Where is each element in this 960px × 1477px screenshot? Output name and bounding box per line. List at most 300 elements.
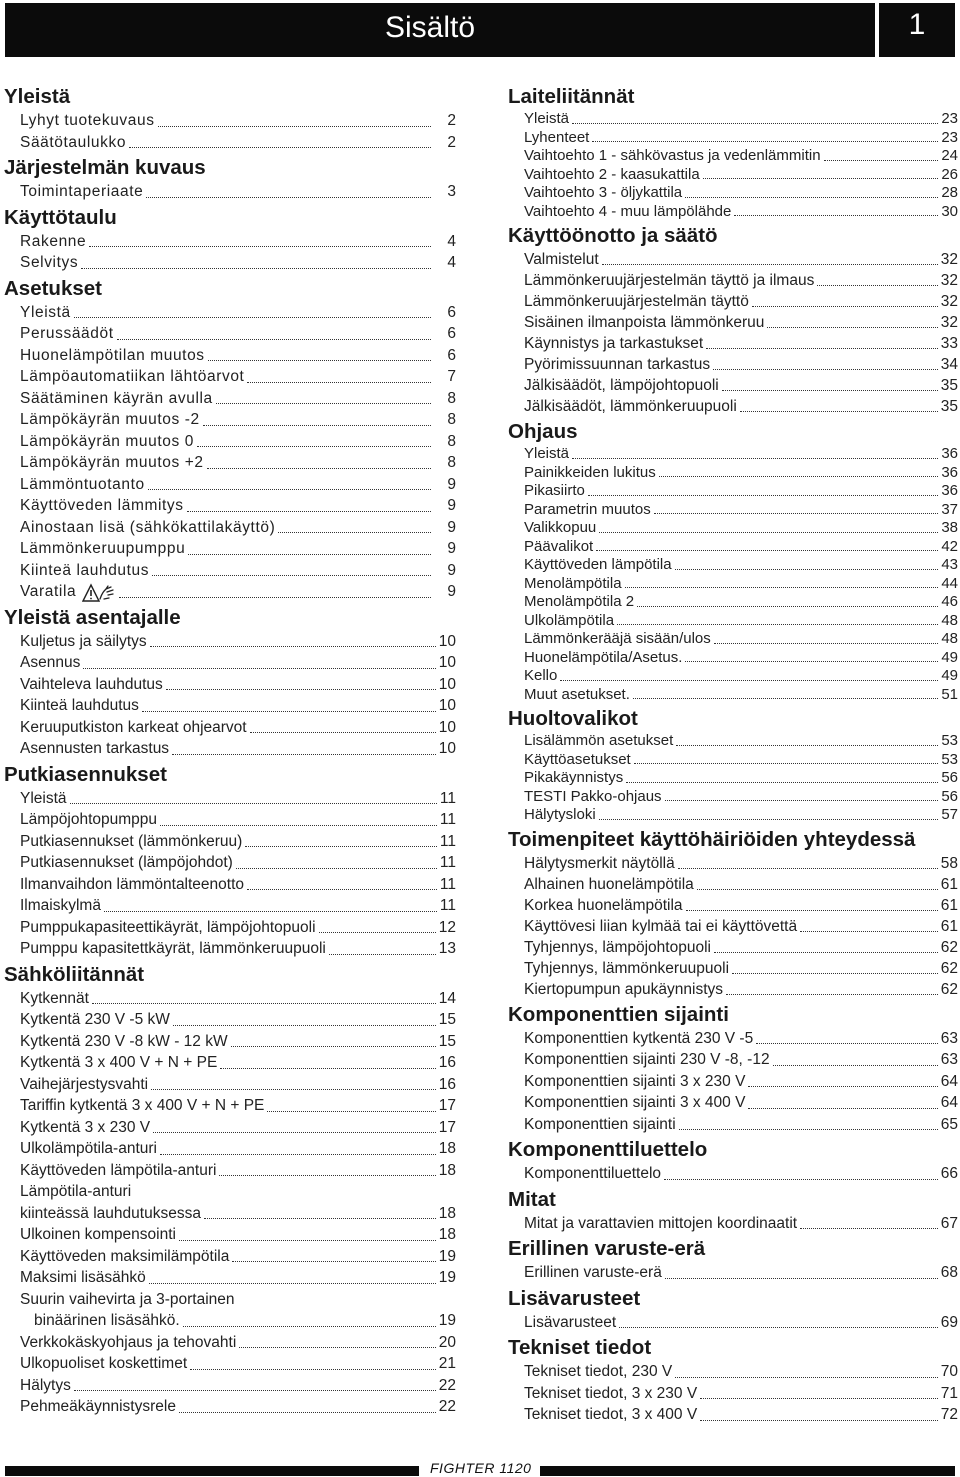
dot-leader [634, 763, 939, 764]
toc-entry[interactable] [524, 686, 958, 705]
dot-leader [706, 348, 938, 349]
toc-entry[interactable] [524, 958, 958, 979]
dot-leader [151, 1089, 436, 1090]
dot-leader [216, 403, 431, 404]
toc-entry[interactable] [20, 1224, 456, 1246]
toc-entry-page: 11 [439, 832, 456, 850]
toc-entry-label: Komponenttien sijainti 230 V -8, -12 [524, 1051, 770, 1068]
dot-leader [800, 931, 938, 932]
dot-leader [329, 954, 436, 955]
toc-entry[interactable] [524, 1163, 958, 1185]
toc-section [508, 1137, 958, 1185]
dot-leader [748, 1086, 937, 1087]
toc-entry-label: Toimintaperiaate [20, 183, 144, 200]
toc-entry[interactable] [20, 581, 456, 603]
toc-entry[interactable] [524, 630, 958, 649]
dot-leader [166, 689, 436, 690]
dot-leader [592, 141, 938, 142]
toc-entry[interactable] [524, 396, 958, 417]
toc-entry-page: 15 [438, 1011, 456, 1028]
toc-entry-page: 18 [438, 1226, 456, 1243]
toc-entry-label: Tyhjennys, lämpöjohtopuoli [524, 938, 711, 956]
toc-entry-label: Lämmönkeruujärjestelmän täyttö [524, 293, 749, 310]
dot-leader [800, 1228, 938, 1229]
toc-entry-label: Kytkennät [20, 989, 89, 1007]
toc-section [4, 605, 456, 760]
toc-entry[interactable] [524, 464, 958, 483]
toc-entry[interactable] [20, 831, 456, 853]
toc-entry-page: 48 [941, 630, 958, 647]
toc-entry[interactable] [20, 809, 456, 831]
toc-entry-page: 19 [438, 1312, 456, 1329]
toc-entry[interactable] [524, 1361, 958, 1383]
dot-leader [572, 123, 938, 124]
dot-leader [150, 646, 436, 647]
dot-leader [675, 1377, 938, 1378]
toc-entry-page: 26 [941, 165, 958, 183]
dot-leader [686, 910, 938, 911]
toc-entry[interactable] [20, 874, 456, 896]
toc-entry-label: Komponenttien kytkentä 230 V -5 [524, 1029, 754, 1047]
toc-entry-page: 42 [941, 537, 958, 555]
dot-leader [231, 1046, 436, 1047]
toc-entry-label: Käyttöveden lämmitys [20, 497, 184, 514]
dot-leader [278, 532, 431, 533]
dot-leader [588, 495, 938, 496]
toc-entry-label: Painikkeiden lukitus [524, 463, 656, 481]
dot-leader [153, 1132, 436, 1133]
toc-entry[interactable] [524, 147, 958, 166]
toc-entry[interactable] [20, 1052, 456, 1074]
toc-entry-page: 18 [438, 1161, 456, 1179]
toc-entry-label: Komponenttiluettelo [524, 1165, 662, 1182]
toc-entry-label: Ulkolämpötila [524, 611, 615, 629]
toc-entry-page: 62 [940, 980, 958, 998]
toc-entry[interactable] [524, 1049, 958, 1071]
toc-entry[interactable] [20, 917, 456, 939]
toc-entry-label: Alhainen huonelämpötila [524, 875, 694, 893]
toc-entry[interactable] [524, 184, 958, 203]
toc-entry[interactable] [524, 937, 958, 958]
toc-entry[interactable] [20, 938, 456, 960]
toc-section [508, 84, 958, 221]
toc-entry-page: 10 [438, 632, 456, 650]
toc-entry[interactable] [20, 1117, 456, 1139]
toc-entry[interactable] [524, 1114, 958, 1136]
toc-entry[interactable] [524, 538, 958, 557]
toc-entry[interactable] [524, 751, 958, 770]
dot-leader [714, 952, 938, 953]
toc-entry[interactable] [20, 517, 456, 539]
toc-entry-page: 33 [940, 335, 958, 352]
toc-entry-page: 9 [447, 583, 456, 600]
toc-entry-label: Hälytysloki [524, 806, 596, 823]
toc-entry[interactable] [20, 366, 456, 388]
dot-leader [319, 932, 436, 933]
toc-entry[interactable] [20, 895, 456, 917]
toc-entry[interactable] [524, 1071, 958, 1093]
toc-entry[interactable] [20, 231, 456, 253]
toc-section [508, 827, 958, 1000]
toc-entry[interactable] [20, 695, 456, 717]
toc-entry[interactable] [20, 1031, 456, 1053]
toc-entry[interactable] [524, 333, 958, 354]
toc-entry[interactable] [524, 482, 958, 501]
toc-entry-page: 36 [941, 445, 958, 462]
toc-section [508, 1002, 958, 1136]
toc-entry-label-cont: binäärinen lisäsähkö. [34, 1312, 180, 1329]
toc-entry-label: Mitat ja varattavien mittojen koordinaatit [524, 1214, 798, 1232]
toc-entry-label: Suurin vaihevirta ja 3-portainen [20, 1290, 235, 1308]
dot-leader [203, 425, 431, 426]
toc-entry-page: 72 [940, 1406, 958, 1423]
toc-section [508, 1286, 958, 1334]
toc-entry-label: Lämmönkeruupumppu [20, 540, 186, 557]
section-heading: Asetukset [4, 276, 102, 300]
toc-entry-label: Vaihteleva lauhdutus [20, 675, 163, 693]
toc-entry-page: 56 [941, 769, 958, 786]
dot-leader [208, 360, 431, 361]
toc-entry[interactable] [20, 495, 456, 517]
dot-leader [596, 550, 938, 551]
dot-leader [188, 554, 431, 555]
warning-hand-icon [82, 583, 116, 603]
dot-leader [190, 1369, 436, 1370]
toc-entry[interactable] [524, 1262, 958, 1284]
toc-entry[interactable] [524, 575, 958, 594]
toc-entry-page: 44 [941, 574, 958, 592]
toc-entry-label: Pumppu kapasitettkäyrät, lämmönkeruupuoli [20, 940, 326, 957]
toc-entry[interactable] [20, 474, 456, 496]
toc-entry-label: Perussäädöt [20, 325, 114, 342]
toc-entry-row [20, 1203, 456, 1225]
toc-entry-page: 53 [941, 732, 958, 749]
toc-section [508, 1236, 958, 1284]
toc-entry[interactable] [524, 110, 958, 129]
toc-entry-label: TESTI Pakko-ohjaus [524, 787, 662, 805]
toc-entry[interactable] [20, 323, 456, 345]
toc-entry[interactable] [20, 302, 456, 324]
dot-leader [665, 1278, 938, 1279]
toc-entry-page: 13 [438, 940, 456, 957]
section-heading: Erillinen varuste-erä [508, 1237, 706, 1260]
toc-entry-label: Kuljetus ja säilytys [20, 632, 147, 650]
dot-leader [236, 868, 437, 869]
toc-entry[interactable] [20, 1009, 456, 1031]
toc-entry-label: Käyttövesi liian kylmää tai ei käyttövettä [524, 917, 798, 935]
toc-entry-label: Lämmönkeruujärjestelmän täyttö ja ilmaus [524, 272, 815, 289]
toc-entry-page: 32 [940, 272, 958, 289]
toc-entry-label: Käyttöveden lämpötila-anturi [20, 1161, 217, 1179]
toc-entry[interactable] [524, 354, 958, 375]
toc-entry[interactable] [20, 717, 456, 739]
dot-leader [92, 1003, 436, 1004]
toc-entry-label: Lämpökäyrän muutos +2 [20, 454, 204, 471]
dot-leader [183, 1326, 436, 1327]
toc-entry-page: 62 [940, 959, 958, 977]
toc-entry[interactable] [524, 249, 958, 270]
section-heading: Huoltovalikot [508, 707, 638, 730]
dot-leader [74, 317, 431, 318]
toc-entry-page: 67 [940, 1214, 958, 1232]
toc-entry-page: 43 [941, 556, 958, 573]
dot-leader [665, 800, 939, 801]
toc-entry[interactable] [524, 916, 958, 937]
toc-entry[interactable] [524, 1383, 958, 1405]
toc-left-column [4, 84, 456, 1418]
toc-entry[interactable] [20, 1396, 456, 1418]
toc-entry[interactable] [524, 1213, 958, 1235]
footer-bar-left [5, 1466, 419, 1476]
dot-leader [81, 268, 431, 269]
toc-entry-label: Lisälämmön asetukset [524, 732, 674, 749]
toc-entry[interactable] [20, 1267, 456, 1289]
dot-leader [722, 390, 938, 391]
toc-entry-label: Keruuputkiston karkeat ohjearvot [20, 718, 247, 736]
dot-leader [664, 1179, 938, 1180]
page-number: 1 [908, 8, 926, 41]
toc-entry[interactable] [524, 375, 958, 396]
dot-leader [142, 711, 436, 712]
toc-entry[interactable] [20, 738, 456, 760]
toc-entry-page: 61 [940, 896, 958, 914]
toc-entry-page: 14 [438, 989, 456, 1007]
dot-leader [89, 246, 431, 247]
section-heading: Tekniset tiedot [508, 1336, 652, 1359]
toc-entry-label: Lämpötila-anturi [20, 1183, 132, 1200]
toc-entry[interactable] [524, 593, 958, 612]
toc-entry-label: Kytkentä 3 x 400 V + N + PE [20, 1054, 218, 1071]
toc-entry-label: Pyörimissuunnan tarkastus [524, 356, 711, 373]
toc-entry[interactable] [20, 388, 456, 410]
toc-entry-label: Vaihtoehto 1 - sähkövastus ja vedenlämmitin [524, 147, 821, 164]
toc-entry[interactable] [524, 291, 958, 312]
toc-entry-label: Kiertopumpun apukäynnistys [524, 980, 724, 998]
toc-entry[interactable] [524, 519, 958, 538]
toc-entry[interactable] [524, 806, 958, 825]
toc-entry[interactable] [20, 345, 456, 367]
toc-section [508, 1187, 958, 1235]
toc-entry-label: Verkkokäskyohjaus ja tehovahti [20, 1333, 237, 1351]
toc-entry-label: Hälytys [20, 1376, 71, 1394]
toc-entry[interactable] [524, 203, 958, 222]
toc-entry[interactable] [20, 1289, 456, 1332]
toc-entry-page: 69 [940, 1313, 958, 1331]
toc-entry-page: 18 [438, 1204, 456, 1222]
dot-leader [824, 160, 939, 161]
toc-entry[interactable] [524, 732, 958, 751]
toc-entry-page: 8 [447, 411, 456, 428]
dot-leader [654, 513, 939, 514]
toc-entry-page: 15 [438, 1032, 456, 1050]
toc-entry[interactable] [20, 181, 456, 203]
toc-entry[interactable] [20, 1074, 456, 1096]
toc-entry-label: Pikasiirto [524, 482, 585, 499]
toc-entry[interactable] [524, 312, 958, 333]
toc-entry[interactable] [20, 988, 456, 1010]
toc-entry-label: Kiinteä lauhdutus [20, 697, 139, 714]
toc-entry-page: 23 [941, 128, 958, 146]
dot-leader [817, 285, 937, 286]
section-heading: Ohjaus [508, 420, 578, 443]
toc-section [4, 962, 456, 1418]
dot-leader [74, 1390, 436, 1391]
toc-entry-page: 56 [941, 787, 958, 805]
toc-entry[interactable] [524, 166, 958, 185]
dot-leader [700, 1420, 938, 1421]
toc-entry-page: 16 [438, 1054, 456, 1071]
toc-entry[interactable] [20, 1160, 456, 1182]
toc-entry-label: Ainostaan lisä (sähkökattilakäyttö) [20, 518, 276, 536]
toc-entry[interactable] [524, 1028, 958, 1050]
toc-entry-page: 3 [447, 183, 456, 200]
dot-leader [748, 1108, 937, 1109]
toc-entry-page: 2 [447, 133, 456, 151]
toc-entry[interactable] [20, 110, 456, 132]
dot-leader [239, 1347, 435, 1348]
toc-entry-label: Maksimi lisäsähkö [20, 1269, 146, 1286]
toc-entry-label: Tyhjennys, lämmönkeruupuoli [524, 959, 730, 977]
toc-entry[interactable] [524, 853, 958, 874]
toc-entry[interactable] [20, 1332, 456, 1354]
toc-entry[interactable] [524, 649, 958, 668]
toc-entry[interactable] [20, 431, 456, 453]
toc-entry[interactable] [20, 788, 456, 810]
toc-entry[interactable] [524, 1404, 958, 1426]
toc-entry[interactable] [20, 652, 456, 674]
toc-entry-label: Selvitys [20, 254, 79, 271]
toc-entry-label: Jälkisäädöt, lämpöjohtopuoli [524, 377, 719, 394]
toc-entry[interactable] [524, 445, 958, 464]
toc-entry[interactable] [20, 409, 456, 431]
toc-entry[interactable] [524, 501, 958, 520]
toc-entry-label: Rakenne [20, 232, 87, 250]
section-heading: Mitat [508, 1187, 556, 1211]
toc-entry-page: 46 [941, 593, 958, 610]
dot-leader [250, 732, 436, 733]
toc-entry-page: 2 [447, 112, 456, 129]
toc-entry-label: Kytkentä 3 x 230 V [20, 1118, 151, 1136]
toc-entry[interactable] [20, 452, 456, 474]
toc-entry[interactable] [524, 769, 958, 788]
toc-entry[interactable] [20, 252, 456, 274]
toc-entry-page: 68 [940, 1264, 958, 1281]
dot-leader [626, 782, 938, 783]
toc-entry[interactable] [524, 270, 958, 291]
toc-entry-label: Lyhenteet [524, 128, 590, 146]
toc-entry-page: 32 [940, 251, 958, 268]
toc-entry-label: Komponenttien sijainti [524, 1115, 676, 1133]
dot-leader [172, 754, 436, 755]
dot-leader [207, 468, 431, 469]
dot-leader [83, 668, 435, 669]
dot-leader [232, 1261, 435, 1262]
dot-leader [119, 597, 431, 598]
section-heading: Käyttötaulu [4, 205, 117, 229]
toc-entry-page: 10 [438, 654, 456, 671]
toc-entry[interactable] [524, 874, 958, 895]
toc-entry[interactable] [524, 667, 958, 686]
toc-entry[interactable] [20, 674, 456, 696]
toc-entry-page: 8 [447, 432, 456, 450]
toc-entry[interactable] [20, 1246, 456, 1268]
toc-entry-label: Varatila [20, 583, 77, 600]
section-heading: Yleistä [4, 85, 71, 108]
toc-entry[interactable] [20, 1138, 456, 1160]
toc-entry[interactable] [20, 1095, 456, 1117]
toc-entry[interactable] [524, 1092, 958, 1114]
toc-entry[interactable] [524, 129, 958, 148]
toc-section [4, 84, 456, 153]
toc-entry-label: Lämpökäyrän muutos -2 [20, 411, 200, 428]
toc-entry[interactable] [20, 1181, 456, 1224]
toc-entry-page: 19 [438, 1269, 456, 1286]
dot-leader [697, 889, 938, 890]
toc-entry-page: 9 [447, 540, 456, 557]
toc-entry[interactable] [20, 1375, 456, 1397]
toc-entry-label: Ilmaiskylmä [20, 897, 101, 914]
toc-entry-label: Parametrin muutos [524, 500, 651, 518]
toc-entry-page: 65 [940, 1115, 958, 1133]
toc-entry-page: 8 [447, 454, 456, 471]
dot-leader [160, 1154, 436, 1155]
dot-leader [659, 476, 939, 477]
toc-entry-page: 53 [941, 750, 958, 768]
toc-entry[interactable] [524, 788, 958, 807]
toc-entry[interactable] [524, 612, 958, 631]
toc-entry-label: Pikakäynnistys [524, 769, 624, 786]
toc-entry-page: 6 [447, 346, 456, 364]
toc-entry[interactable] [524, 556, 958, 575]
toc-entry-page: 18 [438, 1140, 456, 1157]
toc-entry-page: 20 [438, 1333, 456, 1351]
dot-leader [685, 197, 938, 198]
dot-leader [756, 1043, 938, 1044]
toc-entry-label: Ulkopuoliset koskettimet [20, 1355, 188, 1372]
toc-entry[interactable] [524, 895, 958, 916]
toc-entry-label: Kello [524, 667, 558, 684]
toc-entry[interactable] [20, 132, 456, 154]
toc-entry-label: Tekniset tiedot, 3 x 400 V [524, 1406, 698, 1423]
toc-entry[interactable] [20, 631, 456, 653]
dot-leader [599, 532, 938, 533]
toc-entry-page: 35 [940, 377, 958, 394]
dot-leader [245, 846, 437, 847]
toc-entry[interactable] [20, 538, 456, 560]
toc-entry-page: 30 [941, 202, 958, 220]
dot-leader [197, 446, 431, 447]
toc-entry-label: Sisäinen ilmanpoista lämmönkeruu [524, 314, 765, 331]
section-heading: Putkiasennukset [4, 762, 167, 786]
toc-entry[interactable] [20, 560, 456, 582]
toc-entry[interactable] [524, 1312, 958, 1334]
toc-entry-label: Asennus [20, 654, 81, 671]
toc-entry-label: Vaihtoehto 4 - muu lämpölähde [524, 202, 732, 220]
toc-entry-label: Kytkentä 230 V -8 kW - 12 kW [20, 1032, 228, 1050]
toc-section [4, 276, 456, 603]
toc-entry[interactable] [20, 1353, 456, 1375]
toc-entry-label: Lämmönkerääjä sisään/ulos [524, 630, 711, 647]
section-heading: Laiteliitännät [508, 85, 635, 108]
toc-entry-label: Asennusten tarkastus [20, 740, 170, 757]
toc-entry-label: Yleistä [524, 110, 570, 127]
dot-leader [773, 1065, 938, 1066]
dot-leader [619, 1327, 938, 1328]
dot-leader [752, 306, 938, 307]
toc-entry-label: Säätäminen käyrän avulla [20, 389, 213, 407]
toc-entry[interactable] [524, 979, 958, 1000]
toc-entry[interactable] [20, 852, 456, 874]
